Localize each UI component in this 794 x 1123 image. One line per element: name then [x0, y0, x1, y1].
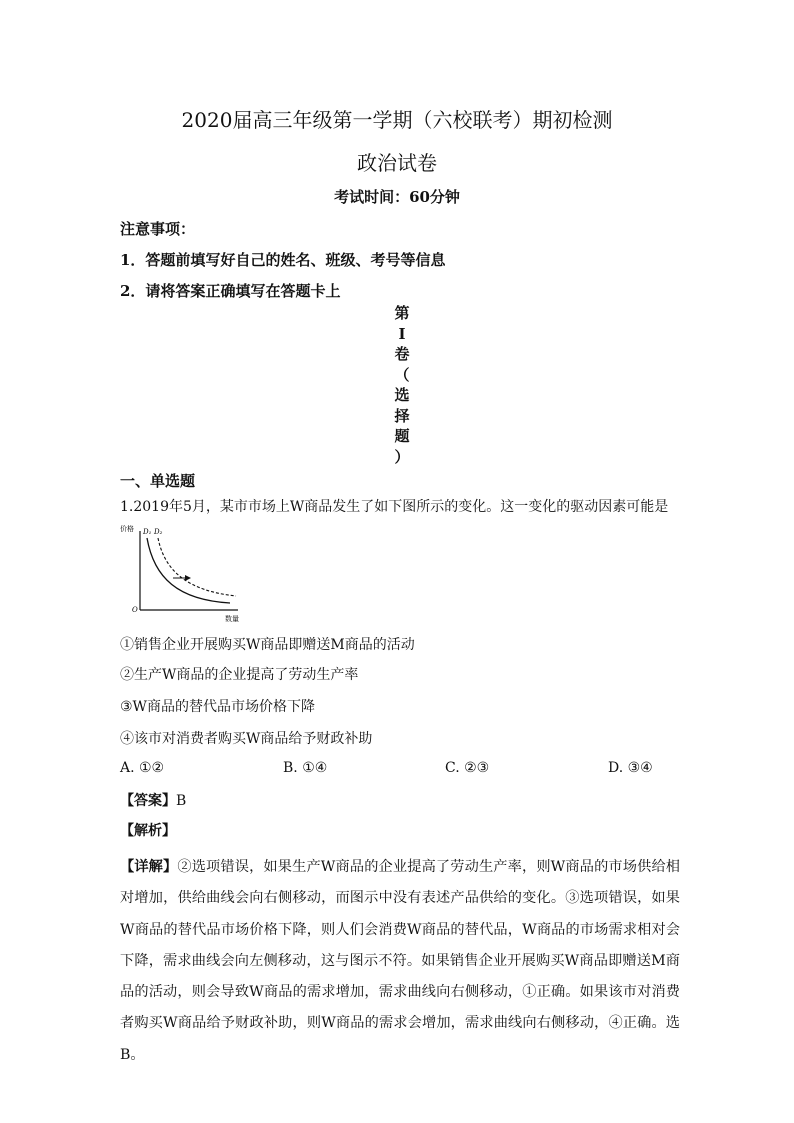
notes-item: 1．答题前填写好自己的姓名、班级、考号等信息 [120, 251, 446, 269]
part-title-char: 选 [394, 386, 410, 404]
page-title: 2020届高三年级第一学期（六校联考）期初检测 [181, 108, 613, 132]
page-subtitle: 政治试卷 [357, 151, 437, 175]
answer-line [120, 790, 186, 810]
y-axis-label: 价格 [120, 525, 134, 533]
notes-block [120, 217, 680, 310]
series-d2-curve [158, 538, 236, 596]
choice-d: D. ③④ [608, 760, 653, 776]
part-title-char: 题 [394, 427, 410, 445]
option-item: ④该市对消费者购买W商品给予财政补助 [120, 731, 373, 747]
part-title-char: I [398, 324, 406, 343]
part-title-char: 卷 [394, 345, 410, 363]
x-axis-label: 数量 [225, 615, 239, 623]
option-item: ③W商品的替代品市场价格下降 [120, 699, 315, 715]
exam-time: 考试时间：60分钟 [334, 188, 460, 206]
demand-curve-chart [118, 523, 248, 627]
answer-label: 【答案】 [120, 793, 176, 809]
option-item: ②生产W商品的企业提高了劳动生产率 [120, 667, 359, 683]
part-title-char: ） [394, 447, 410, 466]
section-title: 一、单选题 [120, 472, 196, 490]
question-stem: 1.2019年5月，某市市场上W商品发生了如下图所示的变化。这一变化的驱动因素可能是 [120, 499, 669, 515]
part-title-char: 第 [394, 304, 410, 322]
series-d2-label: D₂ [154, 528, 163, 536]
analysis-label: 【解析】 [120, 823, 176, 839]
choice-c: C. ②③ [445, 760, 490, 776]
part-title-vertical [389, 303, 415, 467]
origin-label: O [132, 606, 138, 614]
part-title-char: 择 [394, 406, 410, 425]
detail-text: ②选项错误，如果生产W商品的企业提高了劳动生产率，则W商品的市场供给相对增加，供给曲线会向右侧移动，而图示中没有表述产品供给的变化。③选项错误，如果W商品的替代品市场价格下降，则人们会消费W商品的替代品，W商品的市场需求相对会下降，需求曲线会向左侧移动，这与图示不符。如果销售企业开展购买W商品即赠送M商品的活动，则会导致W商品的需求增加，需求曲线向右侧移动，①正确。如果该市对消费者购买W商品给予财政补助，则W商品的需求会增加，需求曲线向右侧移动，④正确。选B。 [120, 859, 680, 1063]
notes-item: 2．请将答案正确填写在答题卡上 [120, 282, 341, 300]
series-d1-label: D₁ [143, 528, 152, 536]
notes-heading: 注意事项： [120, 220, 196, 238]
choice-b: B. ①④ [283, 760, 328, 776]
option-item: ①销售企业开展购买W商品即赠送M商品的活动 [120, 637, 415, 653]
detail-paragraph [120, 852, 680, 1071]
part-title-char: （ [394, 365, 410, 384]
choice-a: A. ①② [120, 760, 165, 776]
detail-label: 【详解】 [120, 859, 178, 875]
answer-value: B [176, 793, 187, 809]
